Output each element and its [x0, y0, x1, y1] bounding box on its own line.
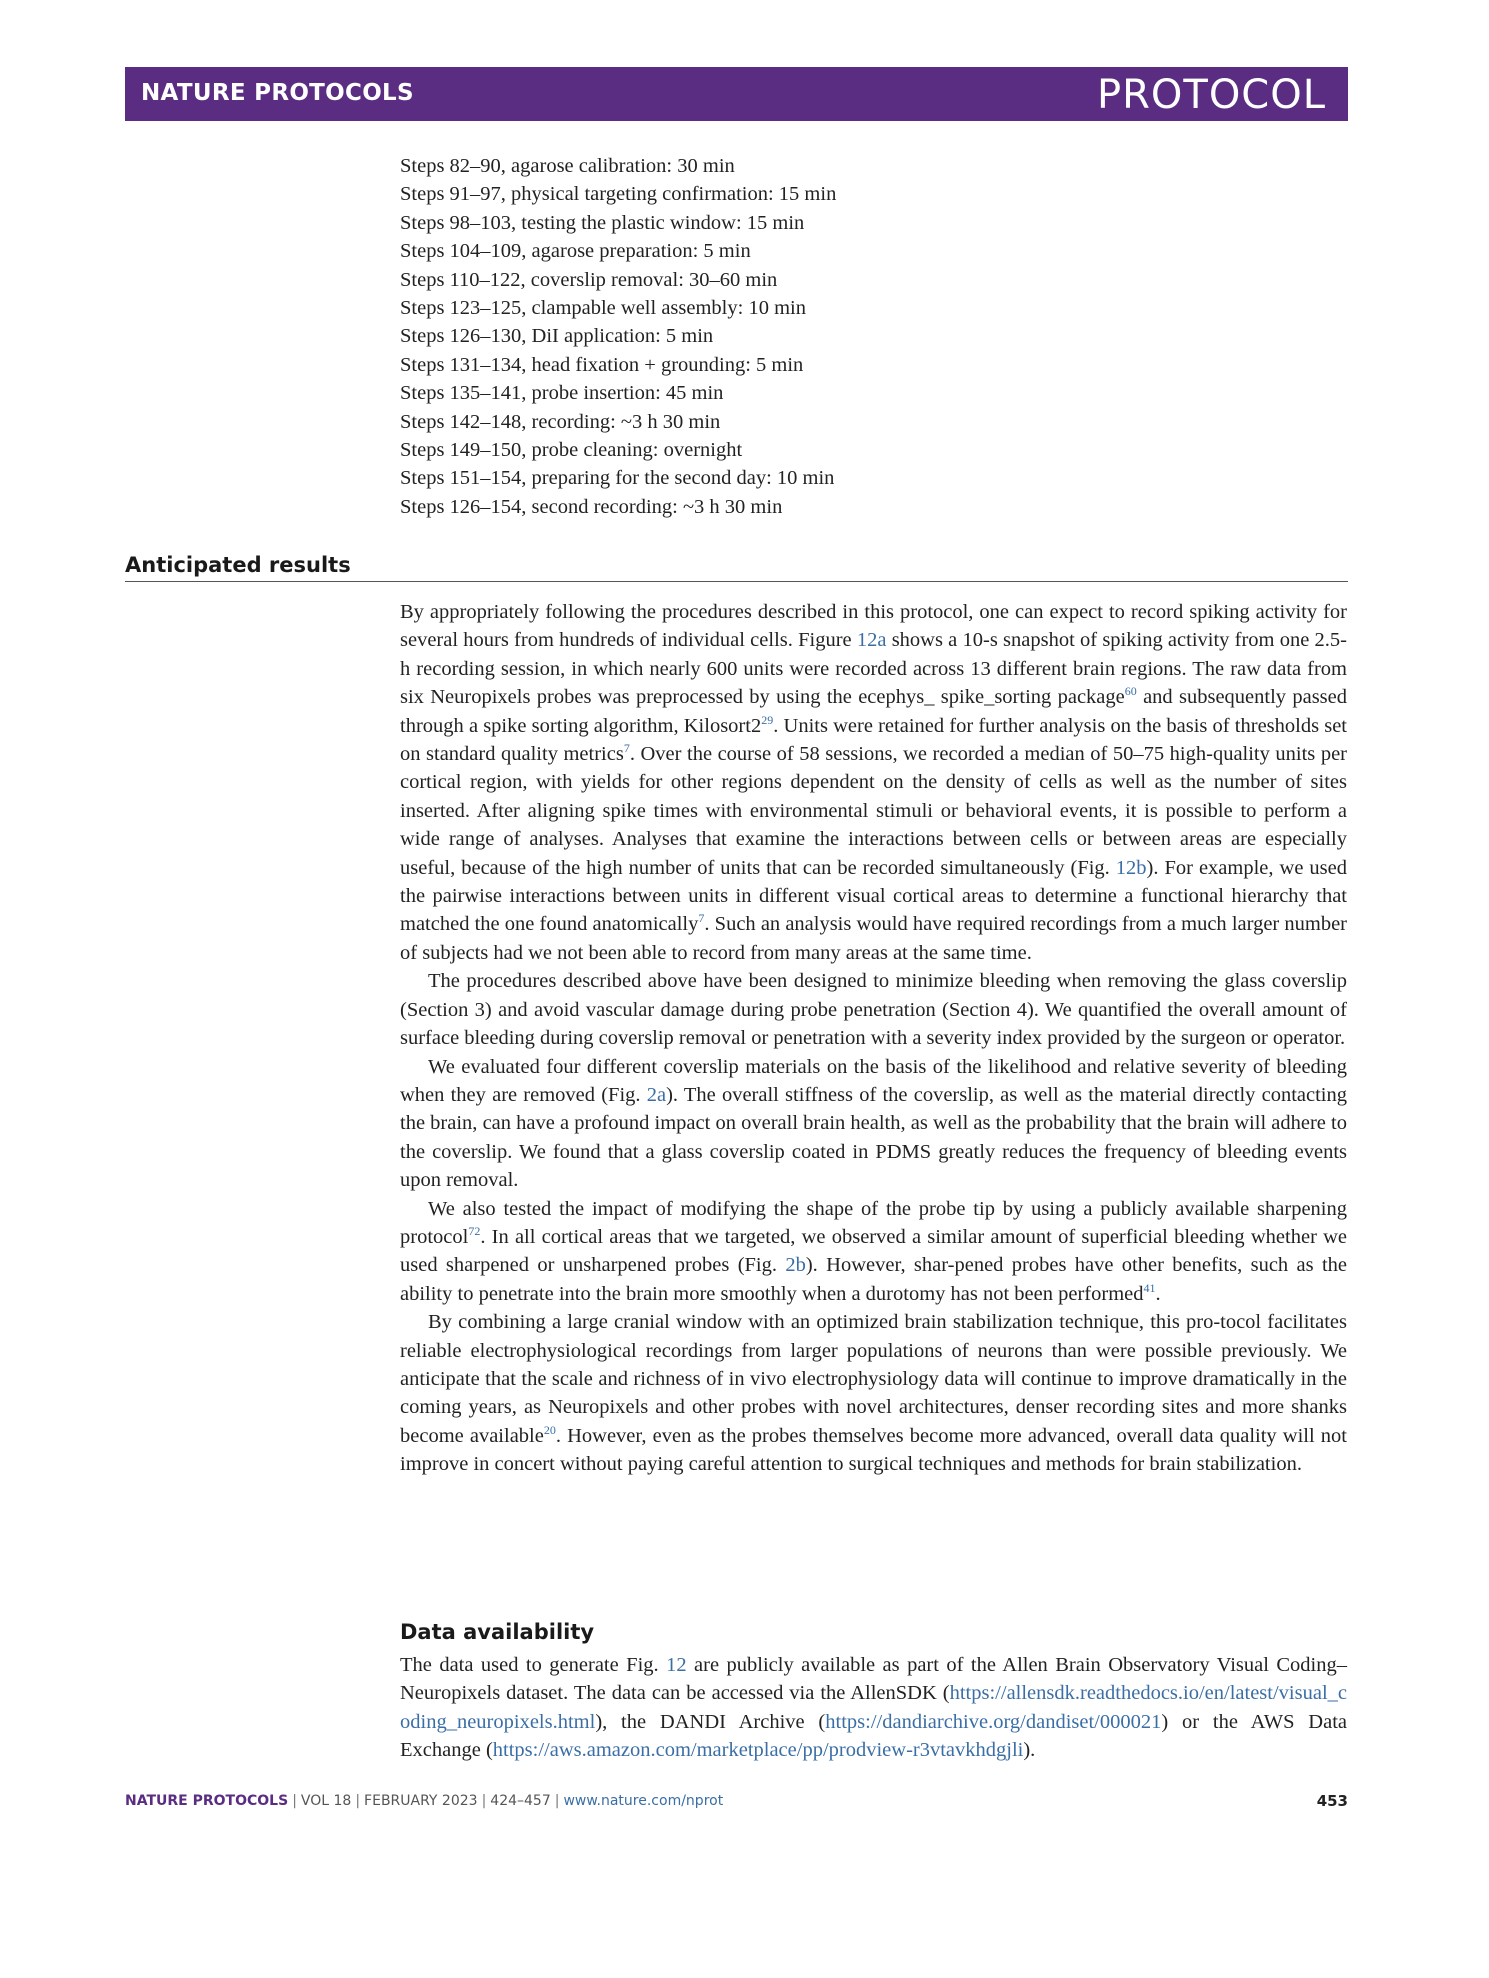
timing-step: Steps 126–154, second recording: ~3 h 30 min [400, 495, 783, 518]
journal-name: NATURE PROTOCOLS [141, 80, 414, 106]
anticipated-results-body [400, 598, 1347, 1479]
footer-citation [125, 1793, 723, 1809]
text-run: We evaluated four different coverslip materials on the basis of the likelihood and relative severity of bleeding when they are removed (Fig. [400, 1055, 1347, 1106]
timing-step: Steps 149–150, probe cleaning: overnight [400, 439, 743, 462]
footer-date: FEBRUARY 2023 [364, 1793, 478, 1809]
data-availability-heading: Data availability [400, 1620, 595, 1644]
section-title-anticipated-results: Anticipated results [125, 553, 351, 577]
text-run: . In all cortical areas that we targeted, we observed a similar amount of superficial bleeding whether we used sharpened or unsharpened probes (Fig. [400, 1225, 1347, 1277]
paragraph-2: The procedures described above have been designed to minimize bleeding when removing the glass coverslip (Section 3) and avoid vascular damage during probe penetration (Section 4). We quantified the overall amount of surface bleeding during coverslip removal or penetration with a severity index provided by the surgeon or operator. [400, 970, 1347, 1050]
figure-link-2b[interactable]: 2b [785, 1254, 806, 1277]
citation-link-20[interactable]: 20 [543, 1422, 556, 1437]
footer-separator: | [292, 1793, 297, 1809]
text-run: ). However, shar-pened probes have other benefits, such as the ability to penetrate into the brain more smoothly when a durotomy has not been performed [400, 1254, 1347, 1305]
text-run: . Units were retained for further analysis on the basis of thresholds set on standard quality metrics [400, 714, 1348, 766]
text-run: ), the DANDI Archive ( [595, 1710, 826, 1733]
paragraph-3 [400, 1053, 1347, 1195]
timing-step: Steps 151–154, preparing for the second day: 10 min [400, 467, 835, 490]
text-run: By appropriately following the procedures described in this protocol, one can expect to record spiking activity for several hours from hundreds of individual cells. Figure [400, 601, 1347, 652]
text-run: . Such an analysis would have required recordings from a much larger number of subjects had we not been able to record from many areas at the same time. [400, 913, 1348, 964]
text-run: ). For example, we used the pairwise interactions between units in different visual cortical areas to determine a functional hierarchy that matched the one found anatomically [400, 856, 1347, 936]
citation-link-7[interactable]: 7 [698, 911, 705, 926]
text-run: We also tested the impact of modifying the shape of the probe tip by using a publicly available sharpening protocol [400, 1197, 1347, 1248]
figure-link-12a[interactable]: 12a [856, 629, 887, 652]
footer-journal: NATURE PROTOCOLS [125, 1793, 289, 1809]
footer-volume: VOL 18 [300, 1793, 352, 1809]
footer-separator: | [554, 1793, 560, 1809]
text-run: are publicly available as part of the Allen Brain Observatory Visual Coding–Neuropixels dataset. The data can be accessed via the AllenSDK ( [400, 1654, 1347, 1705]
citation-link-60[interactable]: 60 [1124, 684, 1137, 699]
timing-steps-list [400, 152, 1350, 521]
aws-data-exchange-link[interactable]: https://aws.amazon.com/marketplace/pp/prodview-r3vtavkhdgjli [492, 1739, 1024, 1762]
text-run: By combining a large cranial window with an optimized brain stabilization technique, this pro-tocol facilitates reliable electrophysiological recordings from larger populations of neurons than were possible previously. We anticipate that the scale and richness of in vivo electrophysiology data will continue to improve dramatically in the coming years, as Neuropixels and other probes with novel architectures, denser recording sites and more shanks become available [400, 1311, 1347, 1447]
timing-step: Steps 142–148, recording: ~3 h 30 min [400, 410, 721, 433]
figure-link-12[interactable]: 12 [666, 1654, 687, 1676]
timing-step: Steps 135–141, probe insertion: 45 min [400, 382, 724, 405]
dandi-archive-link[interactable]: https://dandiarchive.org/dandiset/000021 [825, 1710, 1162, 1733]
footer-pages: 424–457 [490, 1793, 551, 1809]
timing-step: Steps 82–90, agarose calibration: 30 min [400, 155, 735, 177]
text-run: The data used to generate Fig. [400, 1654, 667, 1676]
article-type: PROTOCOL [1096, 72, 1326, 118]
text-run: and subsequently passed through a spike sorting algorithm, Kilosort2 [400, 686, 1348, 737]
text-run: . However, even as the probes themselves become more advanced, overall data quality will not improve in concert without paying careful attention to surgical techniques and methods for brain stabilization. [400, 1424, 1347, 1476]
text-run: ). [1023, 1739, 1036, 1762]
paragraph-4 [400, 1195, 1347, 1309]
figure-link-2a[interactable]: 2a [646, 1083, 667, 1106]
timing-step: Steps 123–125, clampable well assembly: 10 min [400, 297, 806, 320]
footer-separator: | [355, 1793, 361, 1809]
timing-step: Steps 126–130, DiI application: 5 min [400, 325, 714, 348]
figure-link-12b[interactable]: 12b [1115, 856, 1147, 879]
citation-link-7[interactable]: 7 [623, 741, 630, 756]
allensdk-link[interactable]: https://allensdk.readthedocs.io/en/latest/visual_coding_neuropixels.html [400, 1682, 1347, 1733]
timing-step: Steps 131–134, head fixation + grounding: 5 min [400, 353, 804, 376]
text-run: ) or the AWS Data Exchange ( [400, 1710, 1347, 1762]
section-divider [125, 581, 1348, 582]
timing-step: Steps 104–109, agarose preparation: 5 min [400, 240, 751, 263]
text-run: shows a 10-s snapshot of spiking activity from one 2.5-h recording session, in which nearly 600 units were recorded across 13 different brain regions. The raw data from six Neuropixels probes was preprocessed by using the ecephys_ spike_sorting package [400, 629, 1347, 709]
citation-link-72[interactable]: 72 [468, 1224, 481, 1239]
page-number: 453 [1316, 1792, 1348, 1810]
text-run: ). The overall stiffness of the coverslip, as well as the material directly contacting the brain, can have a profound impact on overall brain health, as well as the probability that the brain will adhere to the coverslip. We found that a glass coverslip coated in PDMS greatly reduces the frequency of bleeding events upon removal. [400, 1083, 1347, 1192]
text-run: . [1155, 1282, 1161, 1305]
footer-journal-url[interactable]: www.nature.com/nprot [563, 1793, 724, 1809]
text-run: . Over the course of 58 sessions, we recorded a median of 50–75 high-quality units per cortical region, with yields for other regions dependent on the density of cells as well as the number of sites inserted. After aligning spike times with environmental stimuli or behavioral events, it is possible to perform a wide range of analyses. Analyses that examine the interactions between cells or between areas are especially useful, because of the high number of units that can be recorded simultaneously (Fig. [400, 743, 1347, 879]
data-availability-text [400, 1651, 1347, 1765]
timing-step: Steps 91–97, physical targeting confirmation: 15 min [400, 183, 837, 206]
timing-step: Steps 98–103, testing the plastic window: 15 min [400, 211, 805, 234]
paragraph-5 [400, 1308, 1347, 1478]
citation-link-29[interactable]: 29 [761, 712, 774, 727]
paragraph-1 [400, 598, 1347, 967]
timing-step: Steps 110–122, coverslip removal: 30–60 min [400, 268, 778, 291]
citation-link-41[interactable]: 41 [1143, 1280, 1156, 1295]
footer-separator: | [481, 1793, 487, 1809]
journal-header-bar [125, 67, 1348, 121]
